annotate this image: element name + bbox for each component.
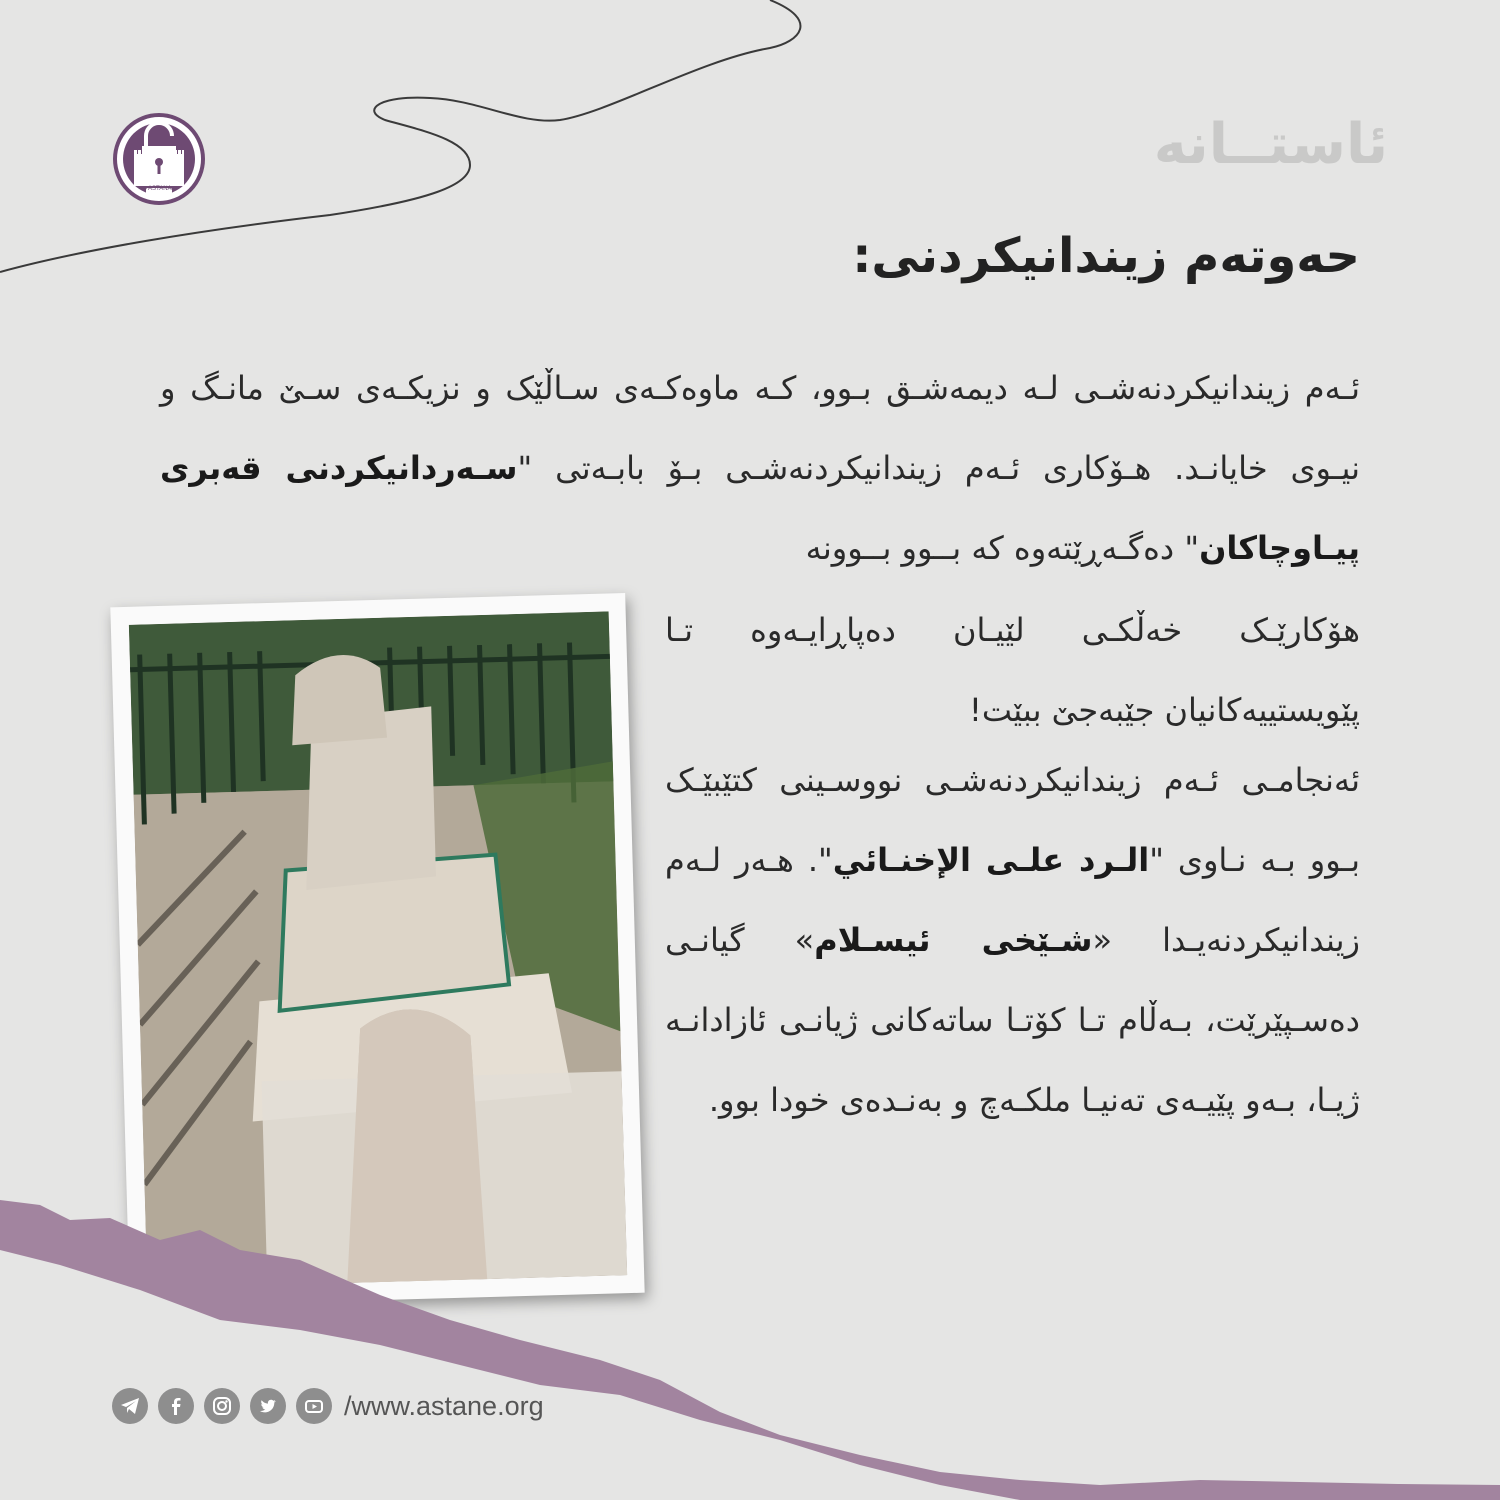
paragraph-3: [665, 740, 1360, 1140]
paragraph-3-text-c: » گیانـی دەسـپێرێت، بـەڵام تـا کۆتـا ساتەکانی ژیانـی ئازادانـە ژیـا، بـەو پێیـەی تەنیـا ملکـەچ و بەنـدەی خودا بوو.: [665, 921, 1360, 1119]
instagram-icon[interactable]: [204, 1388, 240, 1424]
facebook-icon[interactable]: [158, 1388, 194, 1424]
footer: [112, 1388, 544, 1424]
paragraph-1-bold: سـەردانیکردنی قەبری پیـاوچاکان: [160, 449, 1360, 567]
paragraph-1-text-b: " دەگـەڕێتەوە کە بــوو بــوونە: [805, 529, 1200, 567]
decorative-line: [0, 0, 1500, 400]
website-link[interactable]: /www.astane.org: [344, 1390, 544, 1421]
twitter-icon[interactable]: [250, 1388, 286, 1424]
logo-text: ASTANA: [148, 186, 172, 192]
brand-wordmark: ئاستــانه: [1153, 112, 1388, 177]
paragraph-1-text-a: ئـەم زیندانیکردنەشـی لـە دیمەشـق بـوو، کـە ماوەکـەی سـاڵێک و نزیکـەی سـێ مانـگ و نیـوی خایانـد. هـۆکاری ئـەم زیندانیکردنەشـی بـۆ بابـەتی ": [160, 369, 1361, 487]
paragraph-3-bold-name: شـێخی ئیسـلام: [814, 921, 1093, 959]
telegram-icon[interactable]: [112, 1388, 148, 1424]
youtube-icon[interactable]: [296, 1388, 332, 1424]
page-title: حەوتەم زیندانیکردنی:: [852, 228, 1360, 284]
paragraph-3-bold-book: الـرد علـى الإخنـائي: [832, 841, 1150, 879]
paragraph-3-text-b: ". هـەر لـەم زیندانیکردنەیـدا «: [665, 841, 1361, 959]
paragraph-3-text-a: ئەنجامـی ئـەم زیندانیکردنەشـی نووسـینی کتێبێـک بـوو بـە نـاوی ": [665, 761, 1361, 879]
torn-paper-decoration: [0, 1180, 1500, 1500]
paragraph-2: هۆکارێـک خەڵکـی لێیـان دەپاڕایـەوە تـا پێویستییەکانیان جێبەجێ ببێت!: [665, 611, 1360, 729]
paragraph-1: [160, 348, 1360, 588]
